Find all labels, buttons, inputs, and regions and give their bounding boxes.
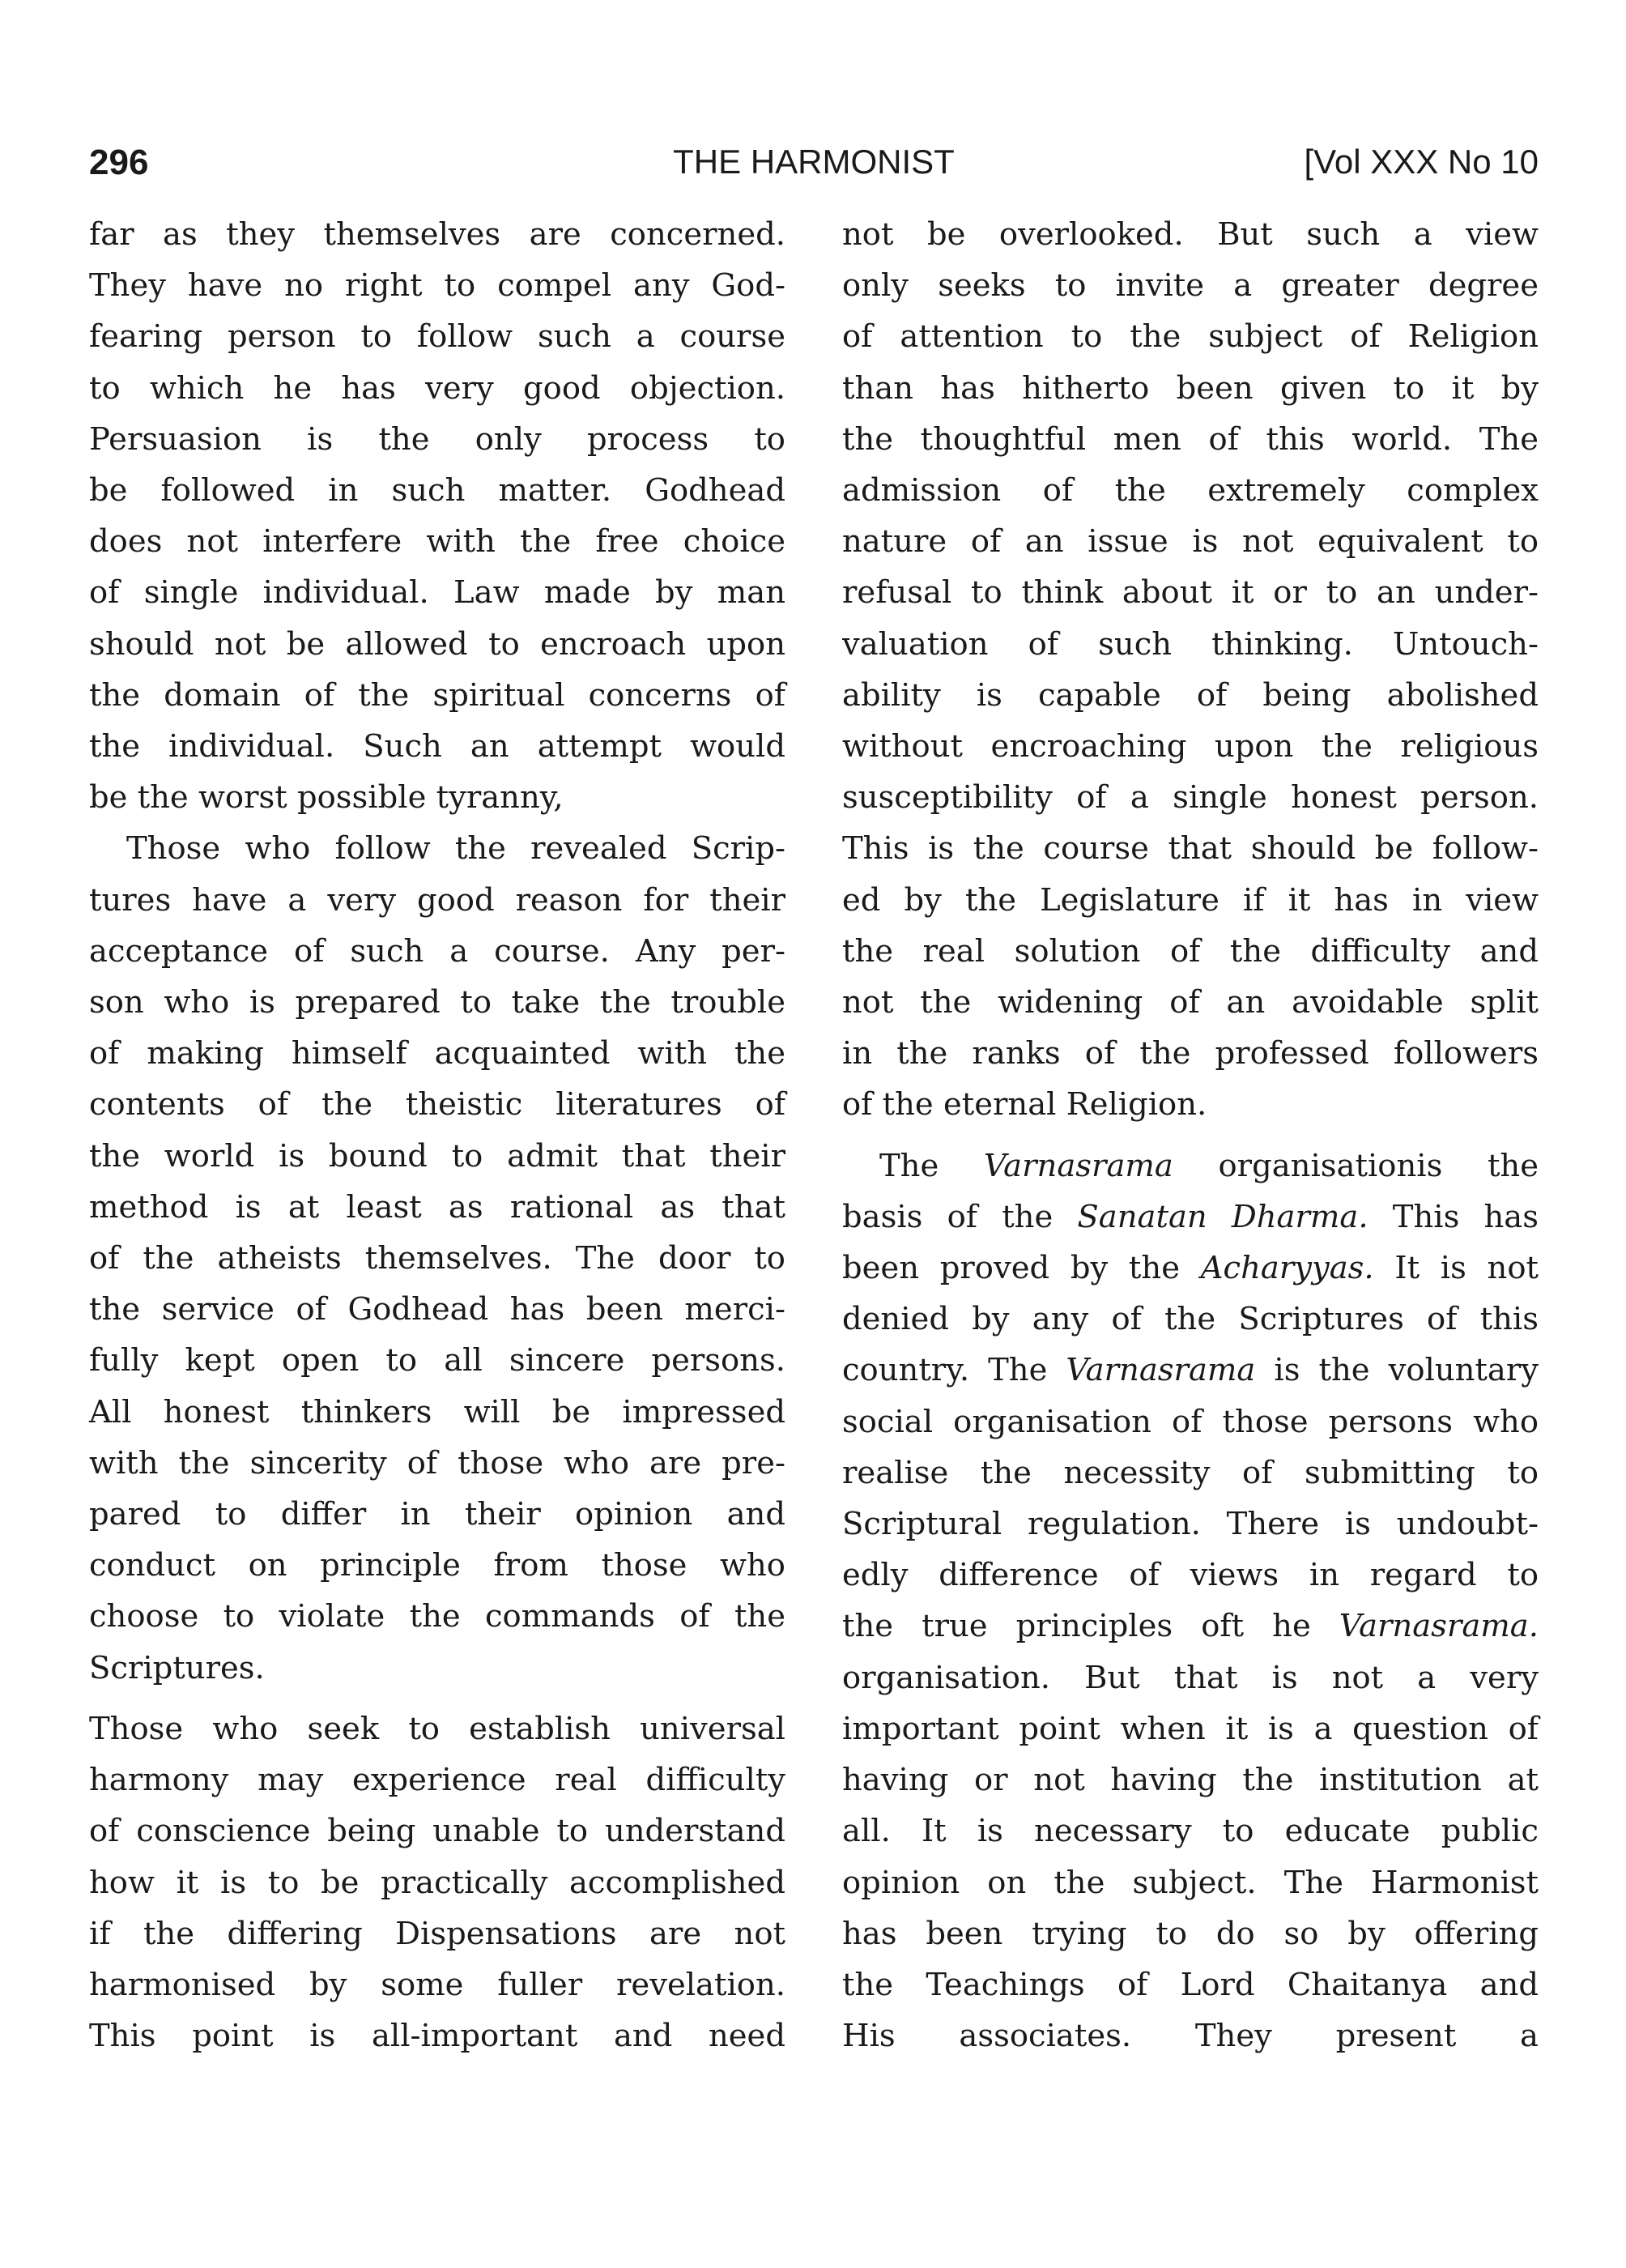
text-line: the Teachings of Lord Chaitanya and [842,1966,1539,2003]
text-line: of the eternal Religion. [842,1086,1207,1123]
journal-title: THE HARMONIST [673,143,955,181]
text-line: This is the course that should be follow- [842,830,1539,868]
paragraph-left-1 [89,209,785,823]
text-line: the real solution of the difficulty and [842,932,1539,970]
text-run: basis of the [842,1198,1078,1235]
text-line: They have no right to compel any God- [89,267,785,305]
issue-info: [Vol XXX No 10 [1304,143,1539,181]
text-line: acceptance of such a course. Any per- [89,932,785,970]
text-line: All honest thinkers will be impressed [89,1393,785,1430]
italic-term: Varnasrama [1066,1352,1256,1389]
text-line: Those who follow the revealed Scrip- [126,830,785,868]
text-line: how it is to be practically accomplished [89,1864,785,1901]
text-line: the individual. Such an attempt would [89,728,785,765]
text-line: be followed in such matter. Godhead [89,472,785,509]
text-line: of attention to the subject of Religion [842,318,1539,356]
text-line: does not interfere with the free choice [89,523,785,561]
text-line: all. It is necessary to educate public [842,1813,1539,1850]
text-run: country. The [842,1352,1066,1389]
text-line: fearing person to follow such a course [89,318,785,356]
text-line: pared to differ in their opinion and [89,1496,785,1533]
text-line: of making himself acquainted with the [89,1035,785,1072]
paragraph-right-2 [842,1140,1539,2062]
text-line: This point is all-important and need [89,2018,785,2055]
text-line: opinion on the subject. The Harmonist [842,1864,1539,1901]
text-line: if the differing Dispensations are not [89,1915,785,1952]
text-line: social organisation of those persons who [842,1403,1539,1440]
text-line: be the worst possible tyranny, [89,779,564,816]
text-line: Scriptures. [89,1649,265,1686]
text-line: ability is capable of being abolished [842,676,1539,714]
right-column [842,209,1539,2061]
text-line: without encroaching upon the religious [842,728,1539,765]
text-line: of conscience being unable to understand [89,1813,785,1850]
text-run: been proved by the [842,1250,1201,1287]
text-line: has been trying to do so by offering [842,1915,1539,1952]
text-line: admission of the extremely complex [842,472,1539,509]
text-line: to which he has very good objection. [89,369,785,407]
text-line: tures have a very good reason for their [89,881,785,919]
text-line: His associates. They present a [842,2018,1539,2055]
paragraph-left-2 [89,823,785,1693]
text-run: The [879,1147,984,1184]
text-line: in the ranks of the professed followers [842,1035,1539,1072]
text-line: not the widening of an avoidable split [842,984,1539,1021]
text-line [842,1192,1539,1243]
text-line: organisation. But that is not a very [842,1659,1539,1696]
text-line [842,1601,1539,1652]
text-line: Scriptural regulation. There is undoubt- [842,1506,1539,1543]
text-line: method is at least as rational as that [89,1188,785,1226]
text-line: the service of Godhead has been merci- [89,1291,785,1328]
text-line: harmony may experience real difficulty [89,1762,785,1799]
text-line: choose to violate the commands of the [89,1598,785,1635]
text-line: the thoughtful men of this world. The [842,420,1539,458]
italic-term: Sanatan Dharma. [1077,1198,1368,1235]
text-line: contents of the theistic literatures of [89,1086,785,1123]
text-run: This has [1368,1198,1539,1235]
text-line: conduct on principle from those who [89,1547,785,1584]
text-run: organisationis the [1173,1147,1539,1184]
text-line [842,1140,1539,1192]
text-line: than has hitherto been given to it by [842,369,1539,407]
text-line [842,1345,1539,1396]
italic-term: Varnasrama. [1339,1608,1539,1645]
text-line: susceptibility of a single honest person. [842,779,1539,816]
text-run: the true principles oft he [842,1608,1339,1645]
text-line: fully kept open to all sincere persons. [89,1342,785,1379]
text-line: far as they themselves are concerned. [89,216,785,253]
text-line: should not be allowed to encroach upon [89,625,785,663]
text-line: edly difference of views in regard to [842,1557,1539,1594]
paragraph-left-3 [89,1703,785,2061]
text-line: ed by the Legislature if it has in view [842,881,1539,919]
text-run: is the voluntary [1255,1352,1539,1389]
text-line: only seeks to invite a greater degree [842,267,1539,305]
text-line: the domain of the spiritual concerns of [89,676,785,714]
text-line: refusal to think about it or to an under- [842,574,1539,612]
left-column [89,209,785,2061]
text-line: nature of an issue is not equivalent to [842,523,1539,561]
text-line: denied by any of the Scriptures of this [842,1301,1539,1338]
text-run: It is not [1373,1250,1539,1287]
text-line: with the sincerity of those who are pre- [89,1444,785,1481]
running-head [89,143,1539,191]
text-line: having or not having the institution at [842,1762,1539,1799]
text-line: important point when it is a question of [842,1710,1539,1747]
italic-term: Varnasrama [983,1147,1173,1184]
italic-term: Acharyyas. [1200,1250,1374,1287]
text-line: of the atheists themselves. The door to [89,1240,785,1277]
text-line: son who is prepared to take the trouble [89,984,785,1021]
page-number: 296 [89,143,149,182]
text-line [842,1243,1539,1294]
text-line: realise the necessity of submitting to [842,1454,1539,1491]
text-line: harmonised by some fuller revelation. [89,1966,785,2003]
text-line: Persuasion is the only process to [89,420,785,458]
text-line: Those who seek to establish universal [89,1710,785,1747]
text-line: not be overlooked. But such a view [842,216,1539,253]
text-line: valuation of such thinking. Untouch- [842,625,1539,663]
paragraph-right-1 [842,209,1539,1131]
text-line: of single individual. Law made by man [89,574,785,612]
text-line: the world is bound to admit that their [89,1137,785,1174]
